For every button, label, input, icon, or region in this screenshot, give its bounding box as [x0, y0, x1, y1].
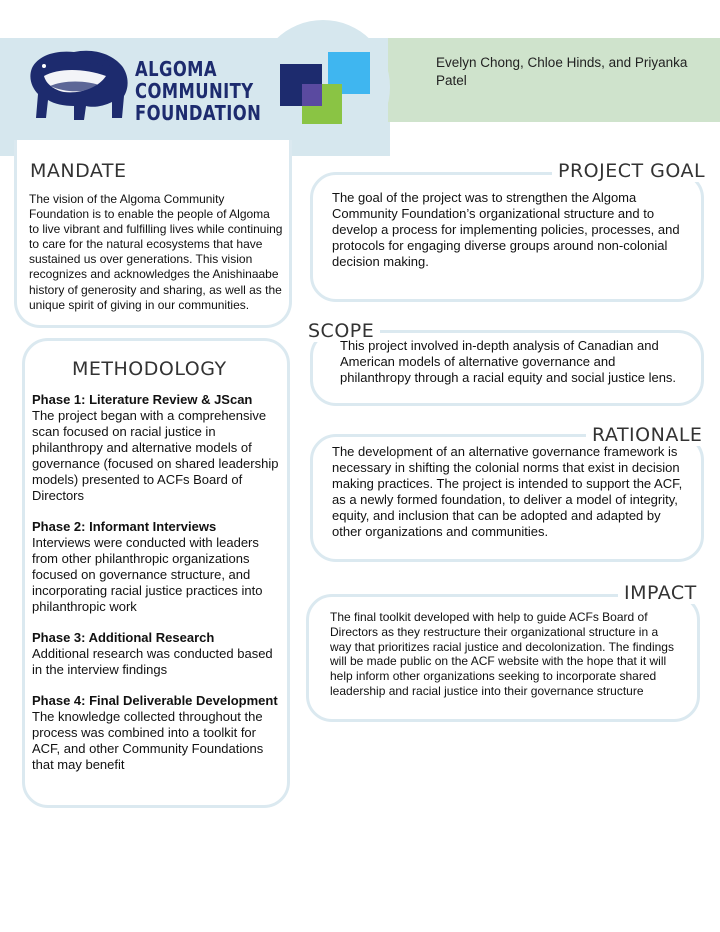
phase-title: Phase 1: Literature Review & JScan	[32, 392, 253, 407]
mandate-heading: MANDATE	[24, 160, 133, 182]
project-goal-heading: PROJECT GOAL	[552, 160, 711, 182]
impact-text: The final toolkit developed with help to guide ACFs Board of Directors as they restructure their organizational structure in a way that prioritizes racial justice and decolonization. The findings will be made public on the ACF website with the hope that it will help inform other organizations seeking to incorporate shared leadership and racial justice into their governance structure	[330, 610, 674, 698]
scope-text: This project involved in-depth analysis of Canadian and American models of alternative governance and philanthropy through a racial equity and social justice lens.	[340, 338, 677, 385]
phase-item	[32, 392, 282, 504]
emblem-square-overlap	[302, 84, 322, 106]
logo-line: FOUNDATION	[135, 101, 262, 125]
phase-title: Phase 2: Informant Interviews	[32, 519, 217, 534]
phase-title: Phase 4: Final Deliverable Development	[32, 693, 278, 708]
logo-line: ALGOMA	[135, 57, 218, 81]
rationale-heading: RATIONALE	[586, 424, 708, 446]
mandate-text: The vision of the Algoma Community Foundation is to enable the people of Algoma to live vibrant and fulfilling lives while continuing to care for the natural ecosystems that have sustained us over generations. This vision recognizes and acknowledges the Anishinaabe history of generosity and sharing, as well as the unique spirit of giving in our communities.	[29, 192, 283, 312]
methodology-heading: METHODOLOGY	[66, 358, 233, 380]
phase-text: The knowledge collected throughout the process was combined into a toolkit for ACF, and other Community Foundations that may benefit	[32, 709, 264, 772]
impact-heading: IMPACT	[618, 582, 703, 604]
phase-text: The project began with a comprehensive scan focused on racial justice in philanthropy and alternative models of governance (focused on shared leadership models) presented to ACFs Board of Directors	[32, 408, 279, 503]
scope-heading: SCOPE	[302, 320, 380, 342]
phase-title: Phase 3: Additional Research	[32, 630, 215, 645]
phase-item	[32, 519, 282, 615]
logo-line: COMMUNITY	[135, 79, 254, 103]
bear-logo-icon	[24, 46, 134, 128]
phase-item	[32, 693, 282, 773]
project-goal-text: The goal of the project was to strengthen the Algoma Community Foundation’s organizational structure and to develop a process for implementing policies, processes, and protocols for engaging diverse groups around non-colonial decision making.	[332, 190, 680, 269]
phase-item	[32, 630, 282, 678]
logo-wordmark	[135, 58, 261, 124]
phase-text: Additional research was conducted based in the interview findings	[32, 646, 273, 677]
methodology-phases	[32, 392, 282, 788]
authors: Evelyn Chong, Chloe Hinds, and Priyanka Patel	[436, 55, 688, 88]
phase-text: Interviews were conducted with leaders from other philanthropic organizations focused on governance structure, and incorporating racial justice practices into philanthropic work	[32, 535, 263, 614]
rationale-text: The development of an alternative governance framework is necessary in shifting the colonial norms that exist in decision making practices. The project is intended to support the ACF, as a newly formed foundation, to deliver a model of integrity, equity, and inclusion that can be adopted and adapted by other organizations and communities.	[332, 444, 683, 539]
